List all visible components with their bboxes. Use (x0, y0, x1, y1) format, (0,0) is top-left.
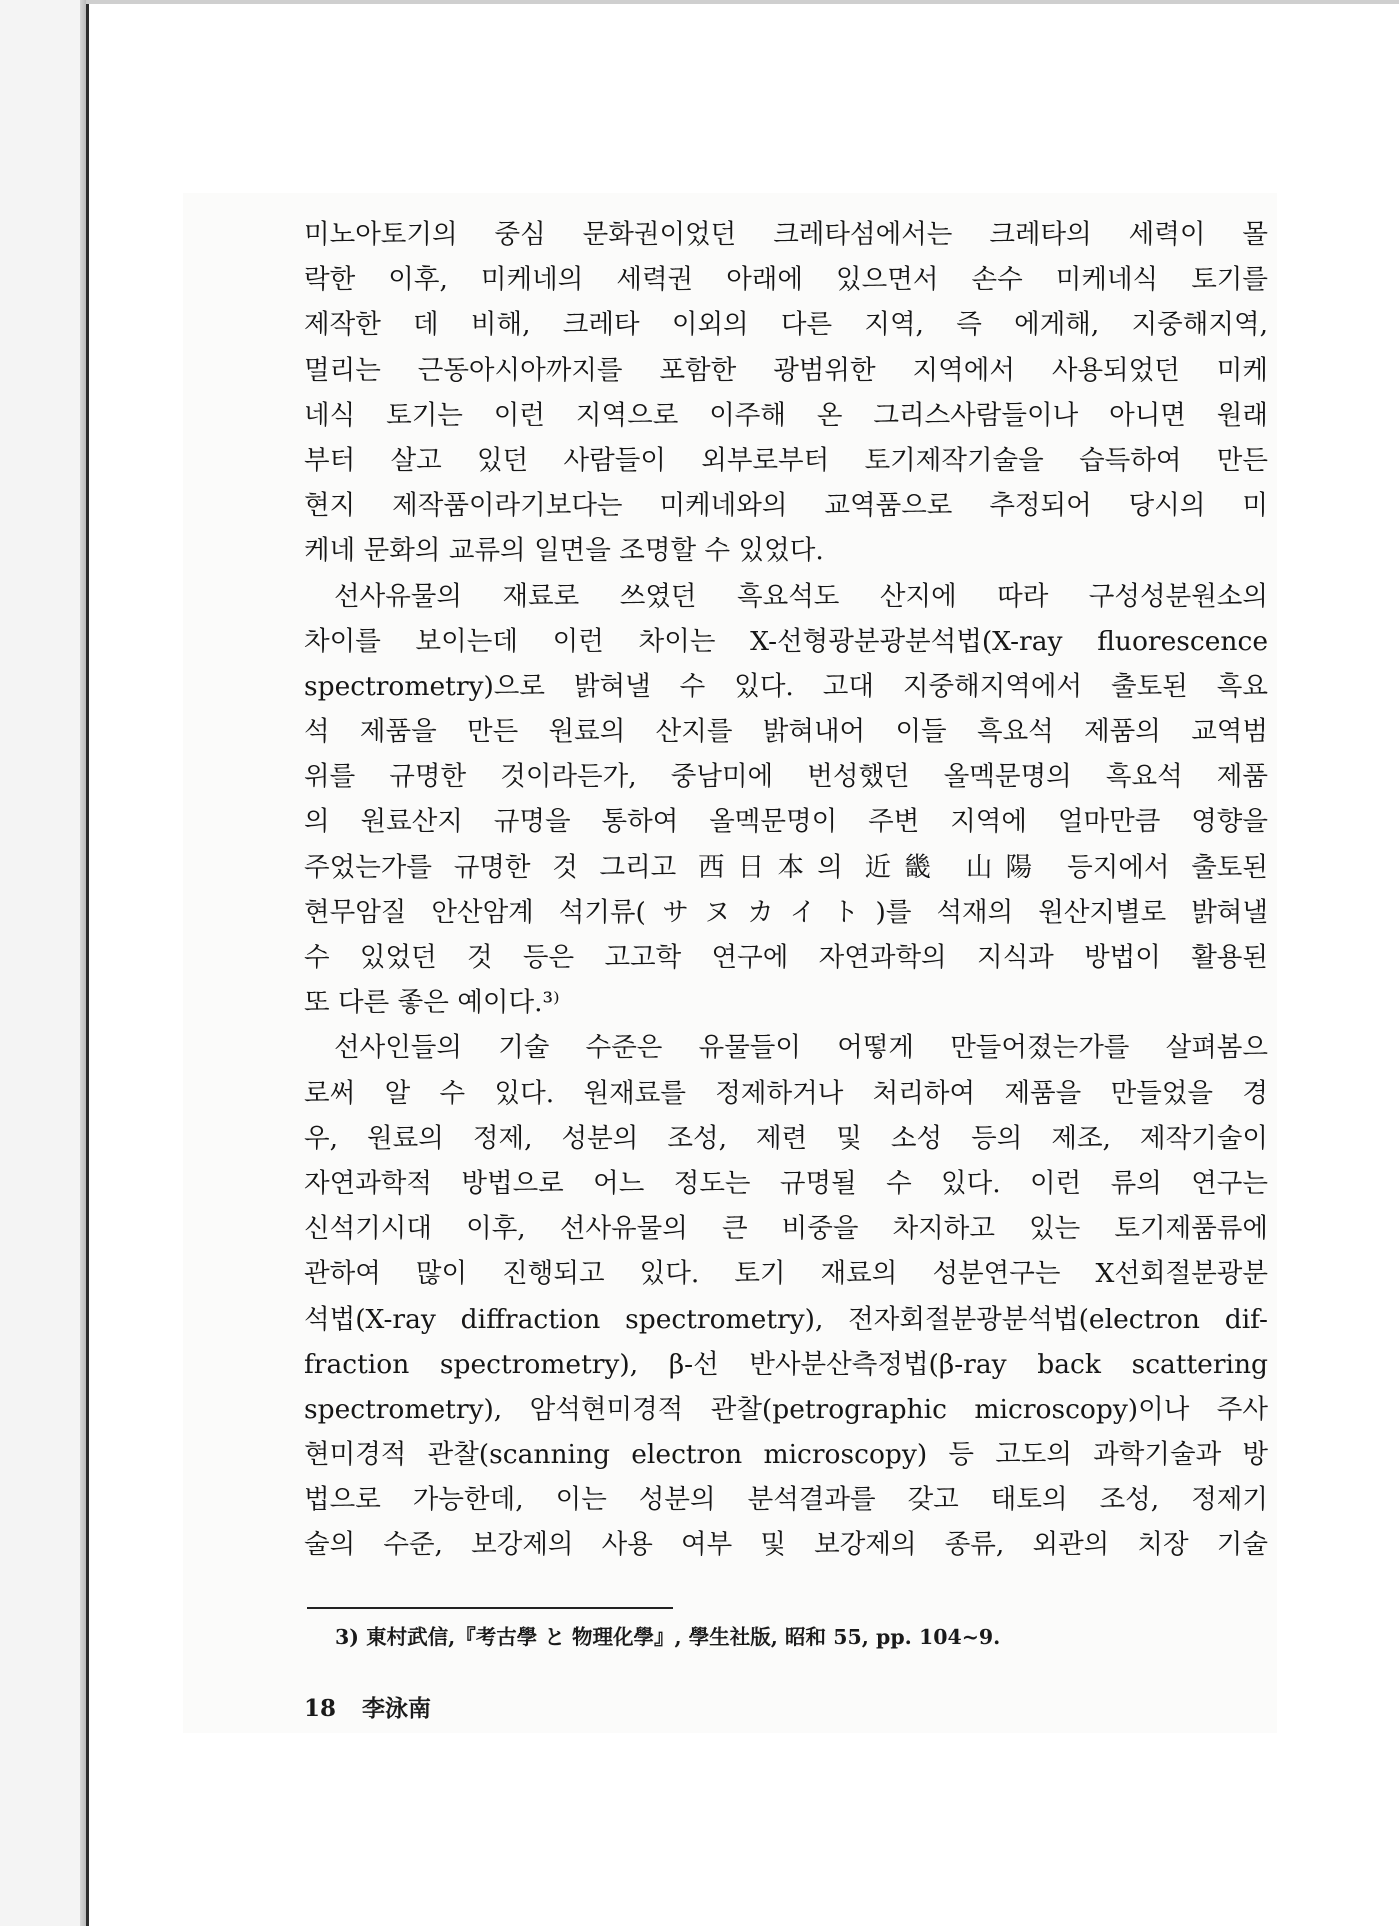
text-line: 미노아토기의 중심 문화권이었던 크레타섬에서는 크레타의 세력이 몰 (304, 219, 1268, 250)
text-line: 신석기시대 이후, 선사유물의 큰 비중을 차지하고 있는 토기제품류에 (304, 1213, 1268, 1245)
text-line: 법으로 가능한데, 이는 성분의 분석결과를 갖고 태토의 조성, 정제기 (304, 1484, 1268, 1516)
page-number: 18 (304, 1695, 337, 1722)
text-line: 주었는가를 규명한 것 그리고 西日本의 近畿 山陽 등지에서 출토된 (304, 851, 1268, 883)
text-line: 우, 원료의 정제, 성분의 조성, 제련 및 소성 등의 제조, 제작기술이 (304, 1122, 1268, 1154)
text-line: 자연과학적 방법으로 어느 정도는 규명될 수 있다. 이런 류의 연구는 (304, 1167, 1268, 1199)
text-line: 부터 살고 있던 사람들이 외부로부터 토기제작기술을 습득하여 만든 (304, 444, 1268, 476)
text-line: 로써 알 수 있다. 원재료를 정제하거나 처리하여 제품을 만들었을 경 (304, 1077, 1268, 1109)
text-line: 네식 토기는 이런 지역으로 이주해 온 그리스사람들이나 아니면 원래 (304, 399, 1268, 431)
footnote: 3) 東村武信,『考古學 と 物理化學』, 學生社版, 昭和 55, pp. 104~9. (335, 1625, 1001, 1649)
footnote-divider (307, 1607, 673, 1609)
text-line: 석 제품을 만든 원료의 산지를 밝혀내어 이들 흑요석 제품의 교역범 (304, 716, 1268, 748)
page-footer (304, 1690, 431, 1723)
text-line: 석법(X-ray diffraction spectrometry), 전자회절분광분석법(electron dif- (304, 1303, 1268, 1335)
text-line: 차이를 보이는데 이런 차이는 X-선형광분광분석법(X-ray fluorescence (304, 625, 1268, 657)
text-line: 선사유물의 재료로 쓰였던 흑요석도 산지에 따라 구성성분원소의 (334, 580, 1268, 612)
text-line: 현미경적 관찰(scanning electron microscopy) 등 고도의 과학기술과 방 (304, 1439, 1268, 1471)
text-line: 멀리는 근동아시아까지를 포함한 광범위한 지역에서 사용되었던 미케 (304, 354, 1268, 386)
text-line: 현무암질 안산암계 석기류(サヌカイト)를 석재의 원산지별로 밝혀낼 (304, 896, 1268, 928)
text-line: 위를 규명한 것이라든가, 중남미에 번성했던 올멕문명의 흑요석 제품 (304, 761, 1268, 793)
text-line: 의 원료산지 규명을 통하여 올멕문명이 주변 지역에 얼마만큼 영향을 (304, 806, 1268, 838)
author-name: 李泳南 (362, 1695, 432, 1722)
text-line: spectrometry), 암석현미경적 관찰(petrographic microscopy)이나 주사 (304, 1393, 1268, 1425)
text-line: 케네 문화의 교류의 일면을 조명할 수 있었다. (304, 535, 824, 567)
body-text (304, 212, 1268, 1568)
text-line: 현지 제작품이라기보다는 미케네와의 교역품으로 추정되어 당시의 미 (304, 490, 1268, 522)
text-line: fraction spectrometry), β-선 반사분산측정법(β-ray back scattering (304, 1348, 1268, 1380)
text-line: 또 다른 좋은 예이다.³⁾ (304, 987, 560, 1019)
text-line: 제작한 데 비해, 크레타 이외의 다른 지역, 즉 에게해, 지중해지역, (304, 309, 1268, 341)
text-line: 락한 이후, 미케네의 세력권 아래에 있으면서 손수 미케네식 토기를 (304, 264, 1268, 296)
text-line: 술의 수준, 보강제의 사용 여부 및 보강제의 종류, 외관의 치장 기술 (304, 1529, 1268, 1561)
text-line: 선사인들의 기술 수준은 유물들이 어떻게 만들어졌는가를 살펴봄으 (334, 1032, 1268, 1064)
text-line: 관하여 많이 진행되고 있다. 토기 재료의 성분연구는 X선회절분광분 (304, 1258, 1268, 1290)
text-line: spectrometry)으로 밝혀낼 수 있다. 고대 지중해지역에서 출토된 흑요 (304, 670, 1268, 702)
text-line: 수 있었던 것 등은 고고학 연구에 자연과학의 지식과 방법이 활용된 (304, 942, 1268, 973)
